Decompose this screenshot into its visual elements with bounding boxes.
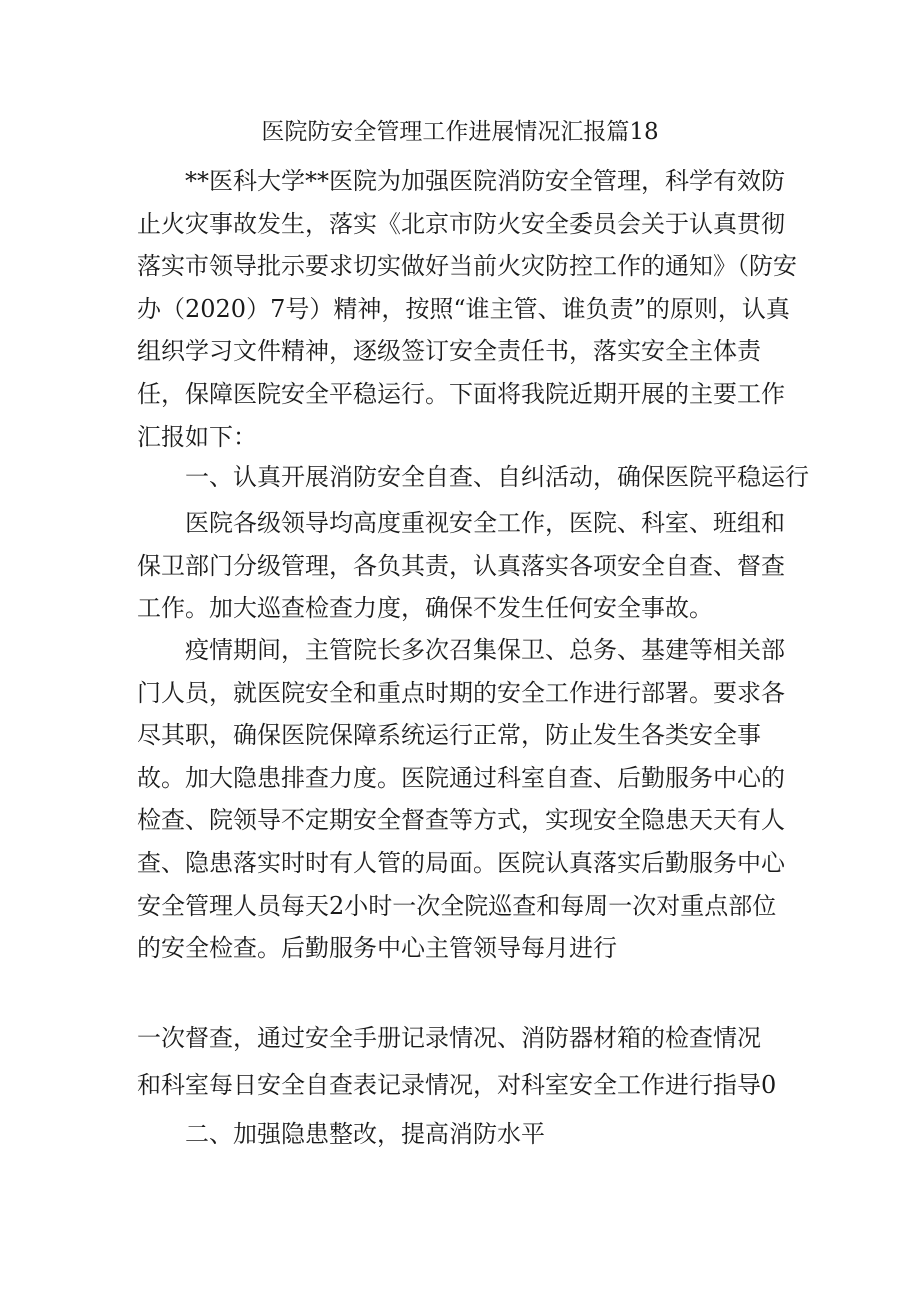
section-heading-2: 二、加强隐患整改，提高消防水平 <box>185 1120 545 1148</box>
text-line-inspection: 一次督查，通过安全手册记录情况、消防器材箱的检查情况 <box>137 1024 761 1052</box>
paragraph-epidemic-period: 疫情期间，主管院长多次召集保卫、总务、基建等相关部门人员，就医院安全和重点时期的安全工作进行部署。要求各尽其职，确保医院保障系统运行正常，防止发生各类安全事故。加大隐患排查力度。医院通过科室自查、后勤服务中心的检查、院领导不定期安全督查等方式，实现安全隐患天天有人查、隐患落实时时有人管的局面。医院认真落实后勤服务中心安全管理人员每天2小时一次全院巡查和每周一次对重点部位的安全检查。后勤服务中心主管领导每月进行 <box>137 636 785 963</box>
document-title: 医院防安全管理工作进展情况汇报篇18 <box>261 119 659 145</box>
paragraph-intro: **医科大学**医院为加强医院消防安全管理，科学有效防止火灾事故发生，落实《北京市防火安全委员会关于认真贯彻落实市领导批示要求切实做好当前火灾防控工作的通知》（防安办（2020）7号）精神，按照“谁主管、谁负责”的原则，认真组织学习文件精神，逐级签订安全责任书，落实安全主体责任，保障医院安全平稳运行。下面将我院近期开展的主要工作汇报如下： <box>137 167 797 451</box>
section-heading-1: 一、认真开展消防安全自查、自纠活动，确保医院平稳运行 <box>185 463 809 491</box>
text-line-guidance: 和科室每日安全自查表记录情况，对科室安全工作进行指导0 <box>137 1071 777 1099</box>
paragraph-leadership: 医院各级领导均高度重视安全工作，医院、科室、班组和保卫部门分级管理，各负其责，认真落实各项安全自查、督查工作。加大巡查检查力度，确保不发生任何安全事故。 <box>137 509 785 623</box>
